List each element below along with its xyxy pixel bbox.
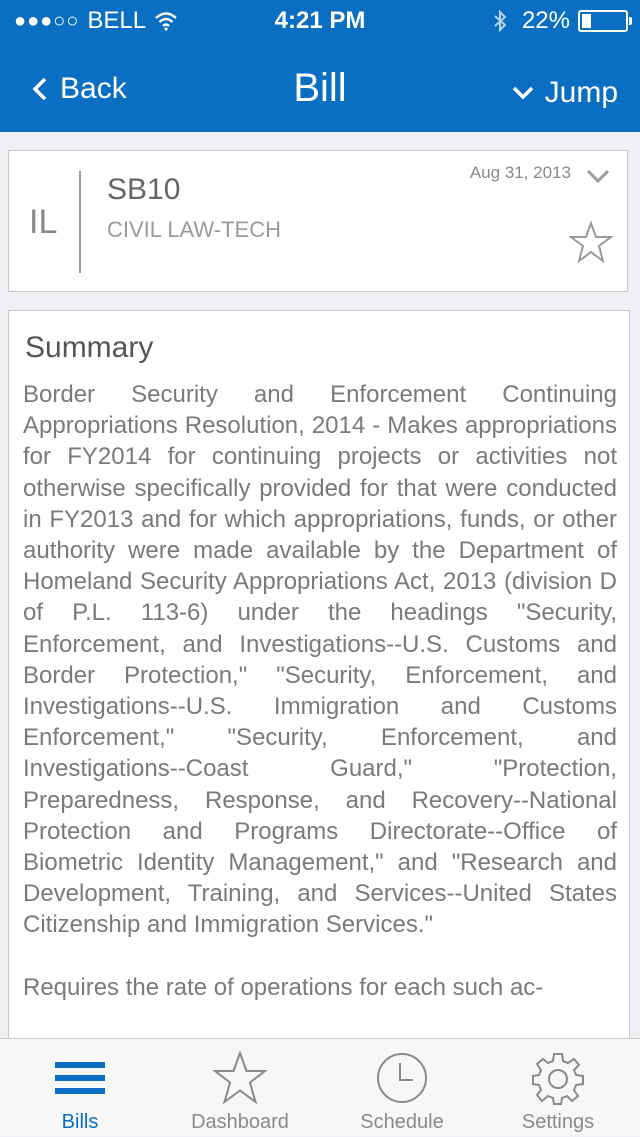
- clock-icon: [375, 1051, 429, 1105]
- bill-state: IL: [29, 203, 58, 241]
- battery-percent: 22%: [521, 7, 570, 34]
- tab-dashboard[interactable]: [160, 1039, 320, 1137]
- star-icon: [212, 1051, 268, 1105]
- page-title: Bill: [293, 66, 347, 110]
- tab-schedule[interactable]: [322, 1039, 482, 1137]
- tab-label: Settings: [521, 1111, 595, 1133]
- carrier-name: BELL: [87, 7, 147, 34]
- gear-icon: [531, 1051, 585, 1105]
- list-icon: [55, 1060, 105, 1096]
- jump-label: Jump: [544, 76, 618, 109]
- summary-paragraph: Requires the rate of operations for each such ac-: [23, 973, 544, 1001]
- navigation-bar: [0, 40, 640, 132]
- bill-name: CIVIL LAW-TECH: [107, 217, 281, 242]
- expand-chevron-icon[interactable]: [585, 167, 611, 185]
- tab-label: Bills: [61, 1111, 99, 1133]
- tab-bar: [0, 1038, 640, 1136]
- tab-label: Schedule: [360, 1111, 444, 1133]
- summary-body: [23, 379, 617, 1034]
- status-time: 4:21 PM: [274, 7, 366, 34]
- battery-fill: [582, 14, 591, 28]
- divider: [79, 171, 81, 273]
- bill-card[interactable]: [8, 150, 628, 292]
- status-bar: [0, 0, 640, 40]
- tab-settings[interactable]: [478, 1039, 638, 1137]
- jump-button[interactable]: [511, 76, 618, 110]
- bluetooth-icon: [492, 9, 508, 33]
- bill-date: Aug 31, 2013: [469, 163, 571, 182]
- chevron-down-icon: [511, 85, 535, 101]
- summary-paragraph: Border Security and Enforcement Continuing Appropriations Resolution, 2014 - Makes appropriations for FY2014 for continuing projects or activities not otherwise specifically provided for that were conducted in FY2013 and for which appropriations, funds, or other authority were made available by the Department of Homeland Security Appropriations Act, 2013 (division D of P.L. 113-6) under the headings "Security, Enforcement, and Investigations--U.S. Customs and Border Protection," "Security, Enforcement, and Investigations--U.S. Immigration and Customs Enforcement," "Security, Enforcement, and Investigations--Coast Guard," "Protection, Preparedness, Response, and Recovery--National Protection and Programs Directorate--Office of Biometric Identity Management," and "Research and Development, Training, and Services--United States Citizenship and Immigration Services.": [23, 381, 617, 939]
- battery-icon: [578, 10, 628, 32]
- tab-label: Dashboard: [191, 1111, 289, 1133]
- back-label: Back: [60, 72, 127, 105]
- top-bar: [0, 0, 640, 132]
- favorite-star-icon[interactable]: [569, 221, 613, 263]
- summary-panel: [8, 310, 630, 1070]
- tab-bills[interactable]: [0, 1039, 160, 1137]
- bill-number: SB10: [107, 173, 181, 206]
- summary-heading: Summary: [25, 331, 154, 364]
- signal-strength-icon: ●●●○○: [14, 9, 80, 32]
